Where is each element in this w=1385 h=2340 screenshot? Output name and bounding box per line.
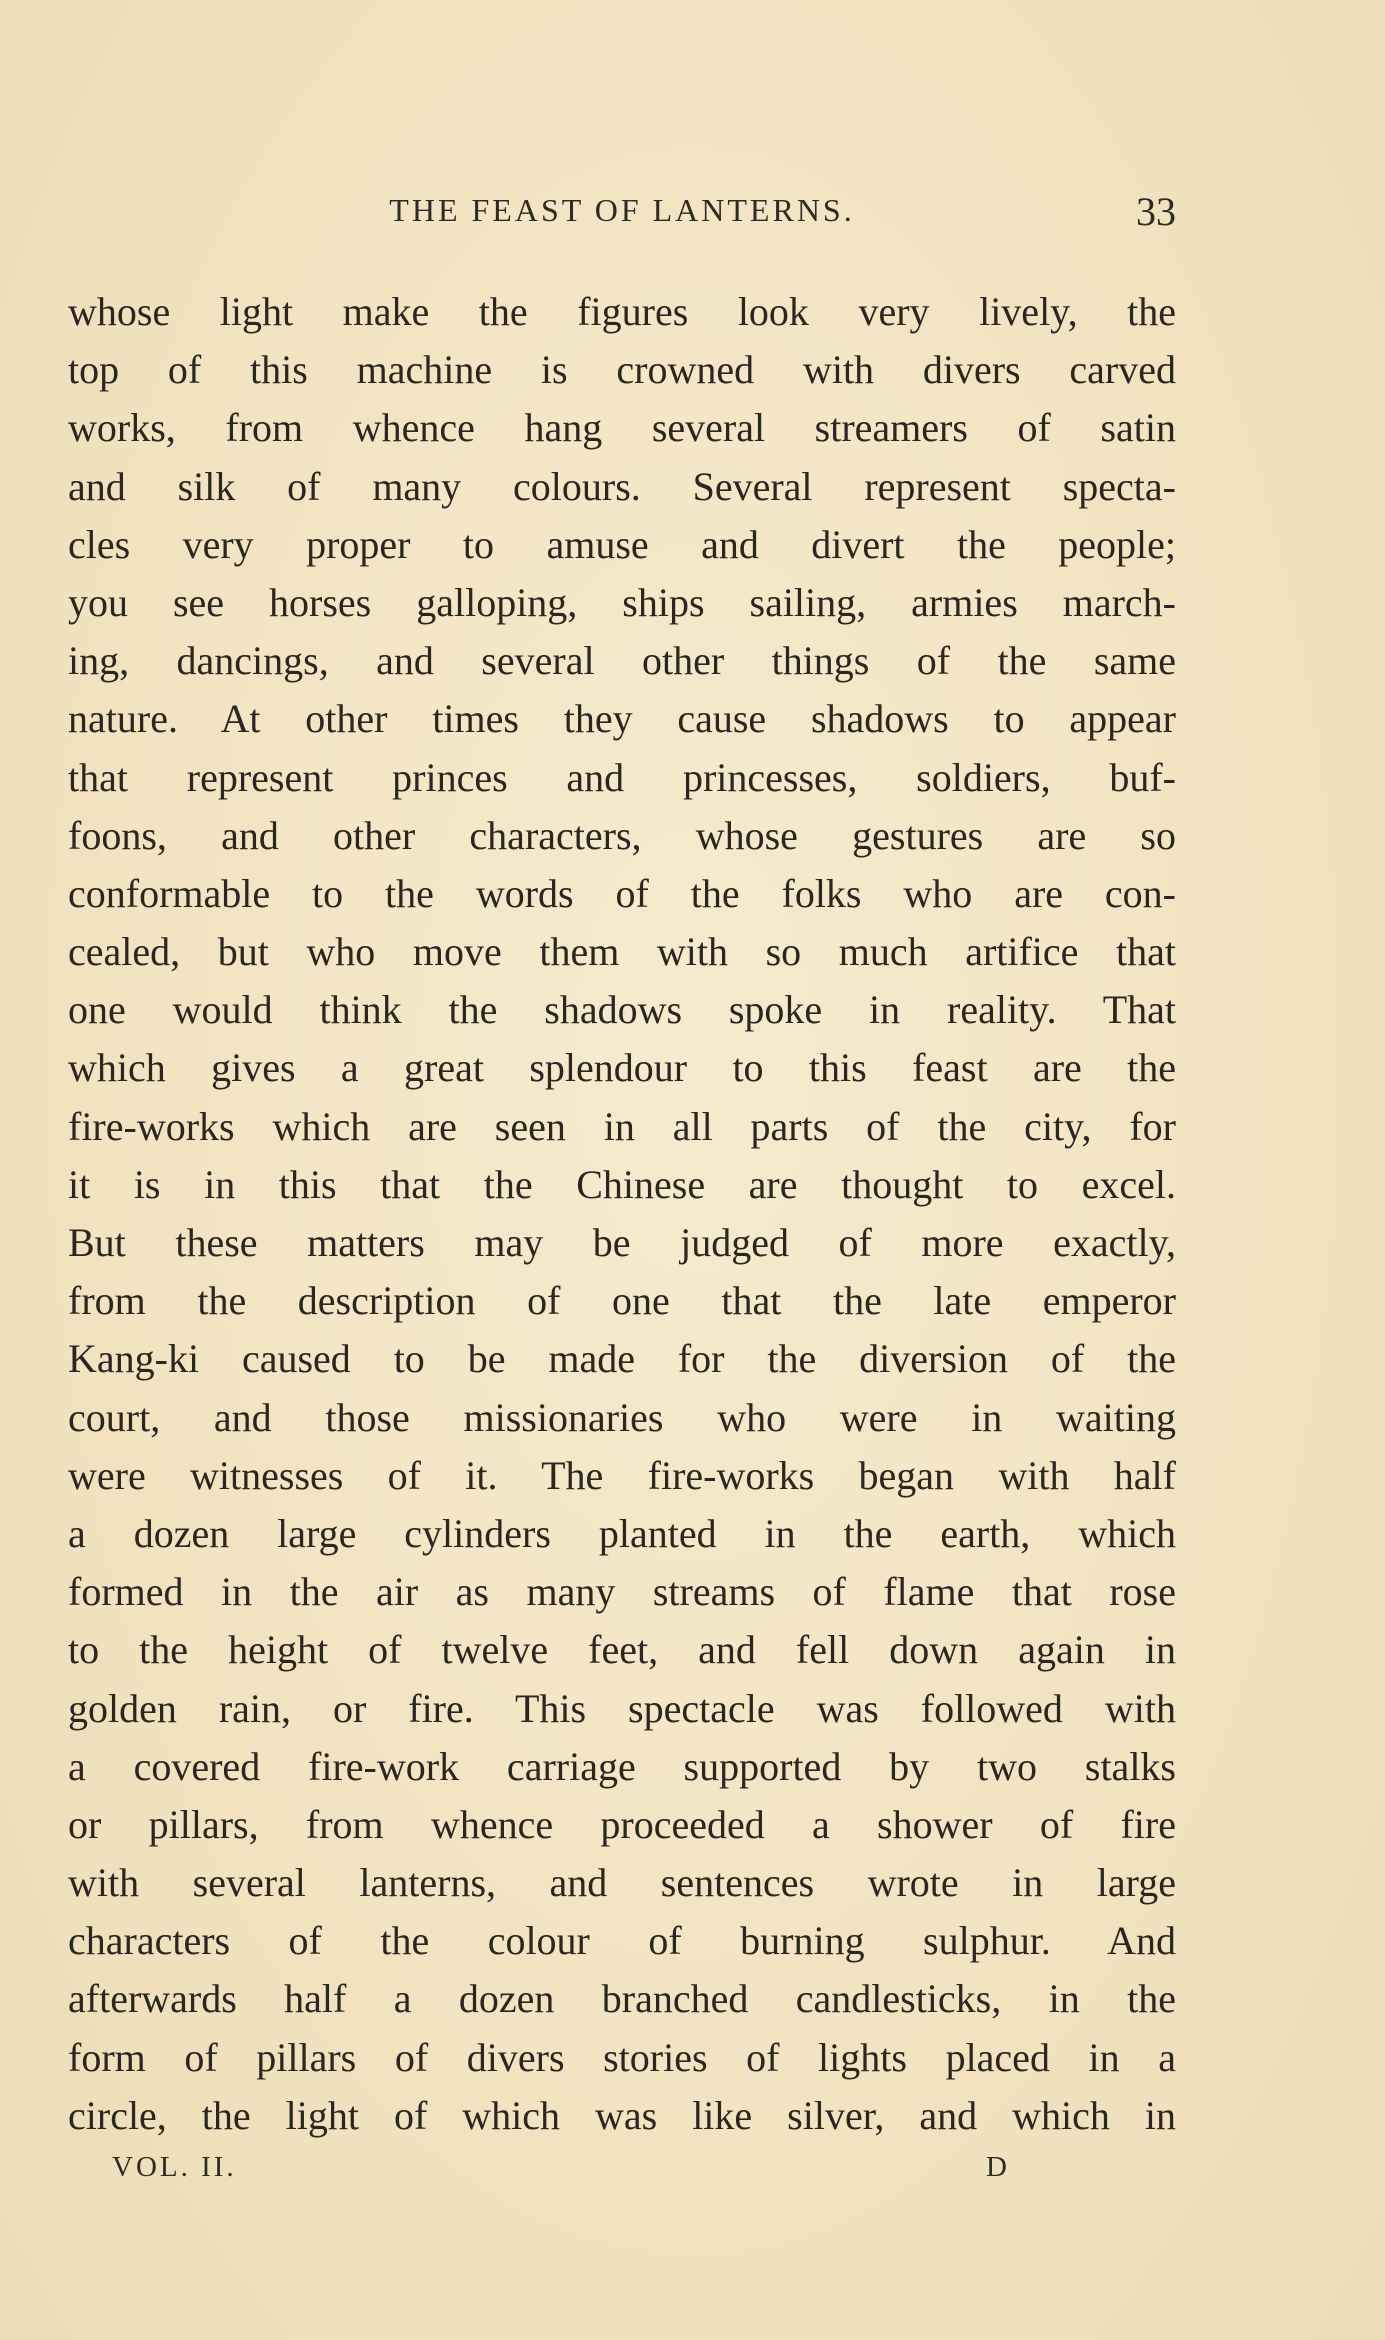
- text-line: you see horses galloping, ships sailing, armies march-: [68, 579, 1176, 625]
- text-line: formed in the air as many streams of flame that rose: [68, 1569, 1176, 1615]
- running-head: [68, 188, 1176, 236]
- text-line: top of this machine is crowned with divers carved: [68, 347, 1176, 393]
- running-title: THE FEAST OF LANTERNS.: [389, 192, 855, 228]
- text-line: were witnesses of it. The fire-works began with half: [68, 1452, 1176, 1498]
- page-footer: [112, 2151, 1032, 2191]
- text-line: court, and those missionaries who were in waiting: [68, 1394, 1176, 1440]
- text-line: form of pillars of divers stories of lights placed in a: [68, 2034, 1176, 2080]
- text-line: one would think the shadows spoke in reality. That: [68, 987, 1176, 1033]
- text-line: cles very proper to amuse and divert the people;: [68, 521, 1176, 567]
- text-line: ing, dancings, and several other things of the same: [68, 638, 1176, 684]
- text-line: golden rain, or fire. This spectacle was followed with: [68, 1685, 1176, 1731]
- text-line: characters of the colour of burning sulphur. And: [68, 1918, 1176, 1964]
- text-line: circle, the light of which was like silver, and which in: [68, 2092, 1176, 2138]
- text-line: which gives a great splendour to this feast are the: [68, 1045, 1176, 1091]
- text-line: a covered fire-work carriage supported by two stalks: [68, 1743, 1176, 1789]
- signature-mark: D: [986, 2151, 1010, 2183]
- text-line: works, from whence hang several streamers of satin: [68, 405, 1176, 451]
- text-line: to the height of twelve feet, and fell down again in: [68, 1627, 1176, 1673]
- text-line: cealed, but who move them with so much artifice that: [68, 929, 1176, 975]
- volume-label: VOL. II.: [112, 2151, 237, 2183]
- text-line: Kang-ki caused to be made for the diversion of the: [68, 1336, 1176, 1382]
- page-number: 33: [1136, 189, 1176, 234]
- text-line: it is in this that the Chinese are thought to excel.: [68, 1161, 1176, 1207]
- text-line: nature. At other times they cause shadows to appear: [68, 696, 1176, 742]
- body-text: [68, 283, 1176, 2145]
- text-line: afterwards half a dozen branched candlesticks, in the: [68, 1976, 1176, 2022]
- text-line: from the description of one that the late emperor: [68, 1278, 1176, 1324]
- text-line: and silk of many colours. Several represent specta-: [68, 463, 1176, 509]
- text-line: But these matters may be judged of more exactly,: [68, 1220, 1176, 1265]
- text-line: conformable to the words of the folks who are con-: [68, 870, 1176, 916]
- text-line: whose light make the figures look very lively, the: [68, 289, 1176, 334]
- text-line: a dozen large cylinders planted in the earth, which: [68, 1510, 1176, 1556]
- text-line: fire-works which are seen in all parts of the city, for: [68, 1103, 1176, 1149]
- text-line: foons, and other characters, whose gestures are so: [68, 812, 1176, 858]
- text-line: or pillars, from whence proceeded a shower of fire: [68, 1801, 1176, 1847]
- text-line: with several lanterns, and sentences wrote in large: [68, 1860, 1176, 1906]
- text-line: that represent princes and princesses, soldiers, buf-: [68, 754, 1176, 800]
